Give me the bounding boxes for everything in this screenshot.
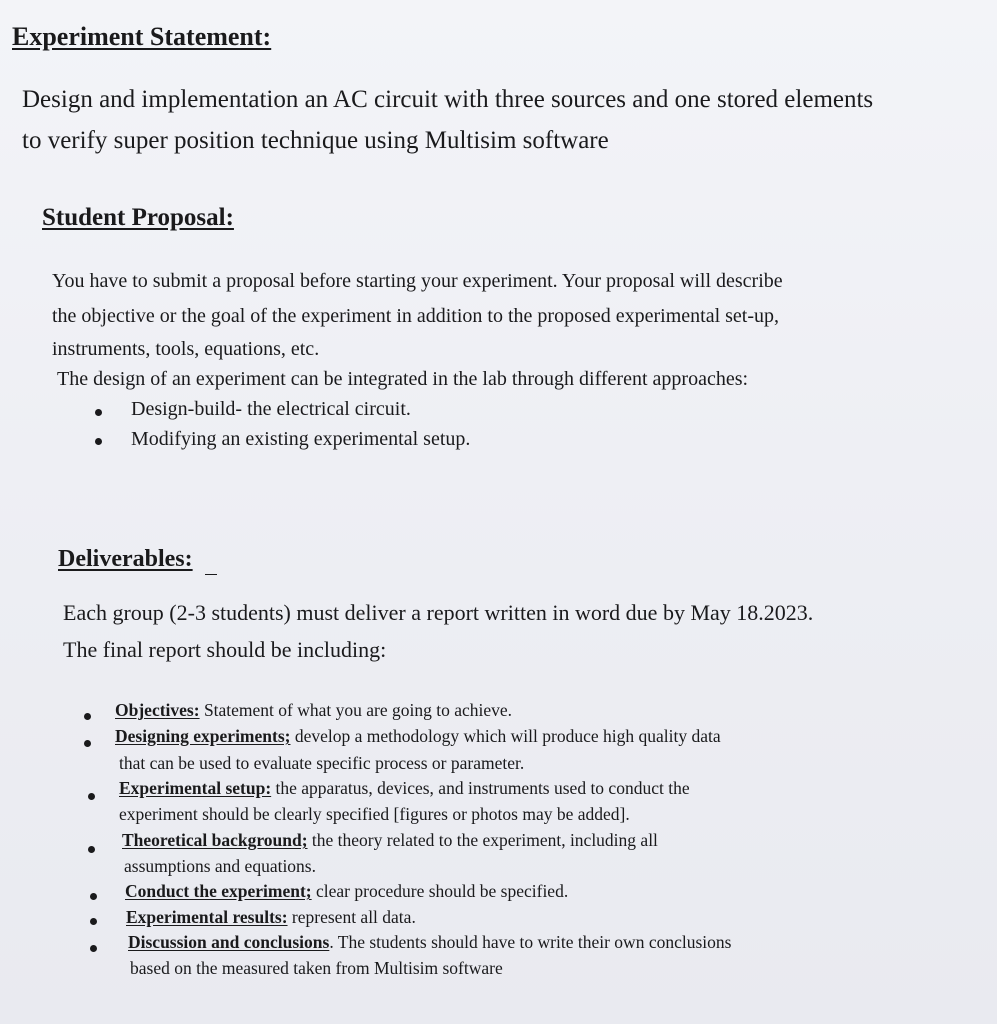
deliverable-item-experimental-results <box>126 907 416 928</box>
bullet-icon <box>95 438 102 445</box>
proposal-text-line-3: instruments, tools, equations, etc. <box>52 338 320 360</box>
deliverable-item-objectives <box>115 700 512 721</box>
bullet-icon <box>84 740 91 747</box>
deliverables-text-line-2: The final report should be including: <box>63 637 387 662</box>
deliverables-text-line-1: Each group (2-3 students) must deliver a report written in word due by May 18.2023. <box>63 600 814 625</box>
deliverable-description-continued: experiment should be clearly specified [figures or photos may be added]. <box>119 804 630 824</box>
bullet-icon <box>88 846 95 853</box>
deliverable-description: develop a methodology which will produce high quality data <box>290 726 721 746</box>
deliverable-term: Theoretical background; <box>122 830 308 850</box>
bullet-icon <box>84 713 91 720</box>
approach-item-2: Modifying an existing experimental setup. <box>131 428 471 450</box>
deliverable-item-theoretical-background <box>122 830 658 851</box>
deliverable-item-conduct-experiment <box>125 881 568 902</box>
deliverable-term: Discussion and conclusions <box>128 932 330 952</box>
bullet-icon <box>90 918 97 925</box>
deliverable-description: Statement of what you are going to achieve. <box>199 700 513 720</box>
proposal-text-line-1: You have to submit a proposal before starting your experiment. Your proposal will describe <box>52 270 783 292</box>
deliverable-term: Designing experiments; <box>115 726 291 746</box>
deliverable-item-discussion-conclusions <box>128 932 731 953</box>
deliverable-description: represent all data. <box>287 907 416 927</box>
bullet-icon <box>90 945 97 952</box>
deliverable-term: Conduct the experiment; <box>125 881 312 901</box>
deliverable-description-continued: that can be used to evaluate specific process or parameter. <box>119 753 525 773</box>
deliverable-item-designing-experiments <box>115 726 721 747</box>
experiment-statement-line-1: Design and implementation an AC circuit with three sources and one stored elements <box>22 86 874 113</box>
bullet-icon <box>95 409 102 416</box>
deliverable-term: Experimental setup: <box>119 778 272 798</box>
proposal-text-line-4: The design of an experiment can be integrated in the lab through different approaches: <box>57 368 749 390</box>
experiment-statement-line-2: to verify super position technique using Multisim software <box>22 127 609 154</box>
deliverable-description: the theory related to the experiment, including all <box>307 830 658 850</box>
deliverable-description: . The students should have to write their own conclusions <box>329 932 732 952</box>
deliverables-heading: Deliverables: <box>58 546 193 572</box>
proposal-text-line-2: the objective or the goal of the experiment in addition to the proposed experimental set-up, <box>52 305 780 327</box>
bullet-icon <box>88 793 95 800</box>
deliverable-term: Experimental results: <box>126 907 288 927</box>
deliverable-term: Objectives: <box>115 700 200 720</box>
deliverable-description: clear procedure should be specified. <box>311 881 569 901</box>
approach-item-1: Design-build- the electrical circuit. <box>131 398 411 420</box>
deliverable-description: the apparatus, devices, and instruments used to conduct the <box>271 778 690 798</box>
bullet-icon <box>90 893 97 900</box>
experiment-statement-heading: Experiment Statement: <box>12 22 272 51</box>
student-proposal-heading: Student Proposal: <box>42 204 234 231</box>
deliverable-item-experimental-setup <box>119 778 690 799</box>
deliverable-description-continued: based on the measured taken from Multisim software <box>130 958 503 978</box>
deliverable-description-continued: assumptions and equations. <box>124 856 316 876</box>
heading-underline-extension <box>205 574 217 575</box>
